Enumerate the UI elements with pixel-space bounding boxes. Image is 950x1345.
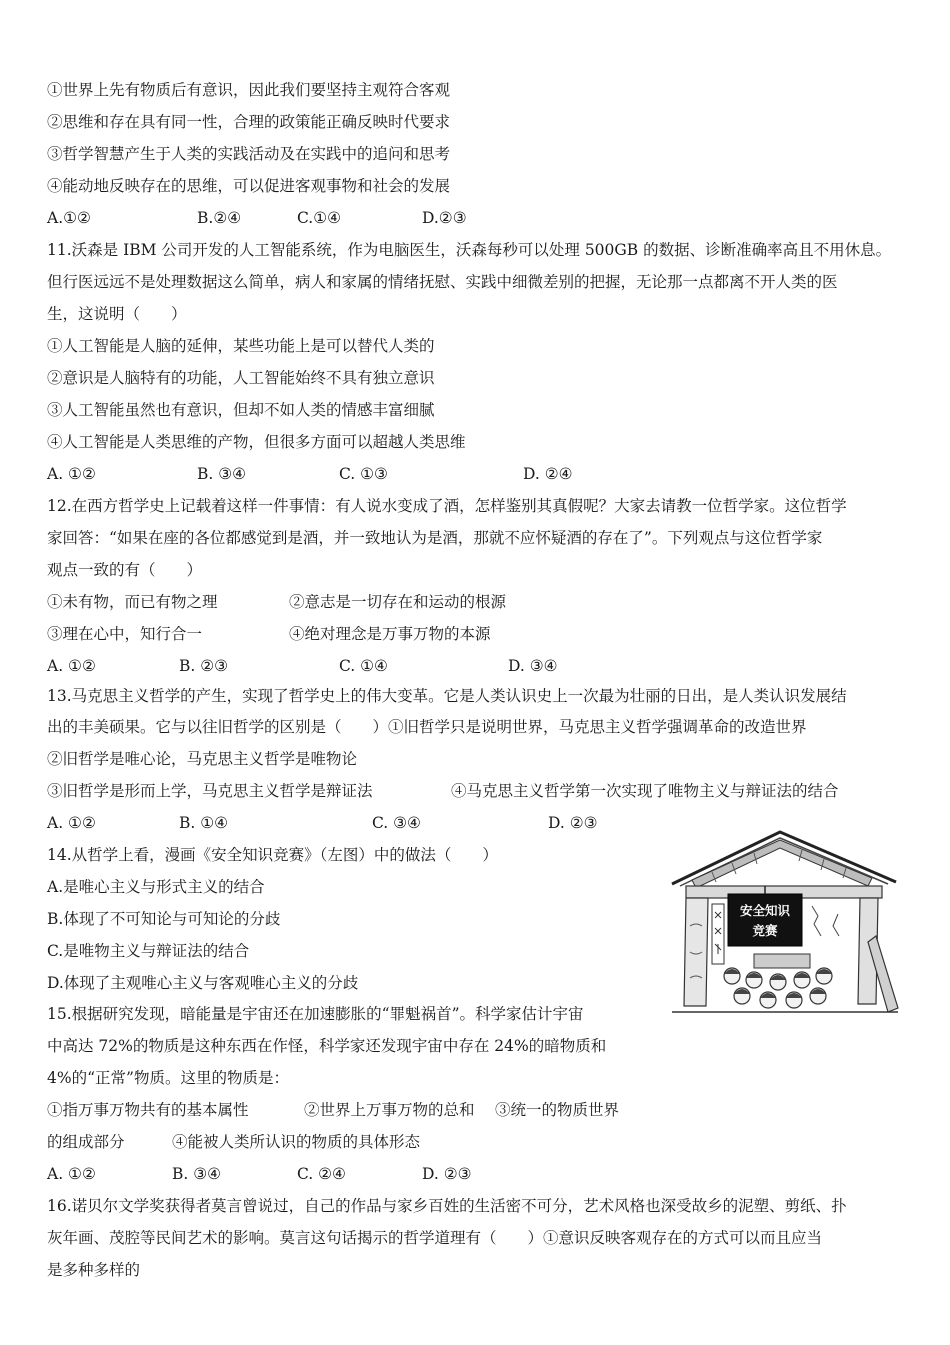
statement-4: ④能动地反映存在的思维，可以促进客观事物和社会的发展 <box>47 177 451 195</box>
q14-option-a: A.是唯心主义与形式主义的结合 <box>47 878 265 896</box>
q12-stem: 12.在西方哲学史上记载着这样一件事情：有人说水变成了酒，怎样鉴别其真假呢？大家去请教一位哲学家。这位哲学 <box>47 497 847 515</box>
q11-stem: 但行医远远不是处理数据这么简单，病人和家属的情绪抚慰、实践中细微差别的把握，无论那一点都离不开人类的医 <box>47 273 838 291</box>
q11-statement: ②意识是人脑特有的功能，人工智能始终不具有独立意识 <box>47 369 435 387</box>
q15-stem: 15.根据研究发现，暗能量是宇宙还在加速膨胀的“罪魁祸首”。科学家估计宇宙 <box>47 1005 584 1023</box>
statement-2: ②思维和存在具有同一性，合理的政策能正确反映时代要求 <box>47 113 451 131</box>
q12-statement: ④绝对理念是万事万物的本源 <box>289 625 491 643</box>
answer-option: D.②③ <box>422 209 467 227</box>
q11-stem: 生，这说明（ ） <box>47 305 187 323</box>
q14-stem: 14.从哲学上看，漫画《安全知识竞赛》（左图）中的做法（ ） <box>47 846 498 864</box>
q12-statement: ②意志是一切存在和运动的根源 <box>289 593 507 611</box>
answer-option: C. ③④ <box>372 814 421 832</box>
q15-stem: 4%的“正常”物质。这里的物质是： <box>47 1069 289 1087</box>
q14-option-b: B.体现了不可知论与可知论的分歧 <box>47 910 281 928</box>
answer-option: C. ②④ <box>297 1165 346 1183</box>
q13-statement: ④马克思主义哲学第一次实现了唯物主义与辩证法的结合 <box>451 782 839 800</box>
q11-statement: ①人工智能是人脑的延伸，某些功能上是可以替代人类的 <box>47 337 435 355</box>
q13-stem: 13.马克思主义哲学的产生，实现了哲学史上的伟大变革。它是人类认识史上一次最为壮丽的日出，是人类认识发展结 <box>47 687 847 705</box>
q16-stem: 灰年画、茂腔等民间艺术的影响。莫言这句话揭示的哲学道理有（ ）①意识反映客观存在的方式可以而且应当 <box>47 1229 823 1247</box>
answer-option: B.②④ <box>197 209 242 227</box>
answer-option: A. ①② <box>47 1165 96 1183</box>
answer-option: A.①② <box>47 209 91 227</box>
answer-option: C. ①③ <box>339 465 388 483</box>
answer-option: A. ①② <box>47 814 96 832</box>
q12-stem: 观点一致的有（ ） <box>47 561 203 579</box>
answer-option: C. ①④ <box>339 657 388 675</box>
q15-statement: ②世界上万事万物的总和 <box>304 1101 475 1119</box>
safety-contest-cartoon <box>662 826 906 1018</box>
q13-statement: ②旧哲学是唯心论，马克思主义哲学是唯物论 <box>47 750 358 768</box>
sign-title-line1: 安全知识 <box>739 903 791 918</box>
q15-stem: 中高达 72%的物质是这种东西在作怪，科学家还发现宇宙中存在 24%的暗物质和 <box>47 1037 607 1055</box>
q16-stem: 16.诺贝尔文学奖获得者莫言曾说过，自己的作品与家乡百姓的生活密不可分，艺术风格也深受故乡的泥塑、剪纸、扑 <box>47 1197 847 1215</box>
q14-option-c: C.是唯物主义与辩证法的结合 <box>47 942 250 960</box>
statement-3: ③哲学智慧产生于人类的实践活动及在实践中的追问和思考 <box>47 145 451 163</box>
statement-1: ①世界上先有物质后有意识，因此我们要坚持主观符合客观 <box>47 81 451 99</box>
answer-option: D. ②③ <box>548 814 598 832</box>
q12-statement: ①未有物，而已有物之理 <box>47 593 218 611</box>
q14-option-d: D.体现了主观唯心主义与客观唯心主义的分歧 <box>47 974 359 992</box>
q12-statement: ③理在心中，知行合一 <box>47 625 203 643</box>
answer-option: D. ②④ <box>523 465 573 483</box>
sign-title-line2: 竞赛 <box>752 923 778 938</box>
q15-statement: ③统一的物质世界 <box>495 1101 620 1119</box>
answer-option: B. ①④ <box>179 814 229 832</box>
q15-statement: ①指万事万物共有的基本属性 <box>47 1101 249 1119</box>
answer-option: B. ②③ <box>179 657 229 675</box>
answer-option: C.①④ <box>297 209 342 227</box>
q12-stem: 家回答：“如果在座的各位都感觉到是酒，并一致地认为是酒，那就不应怀疑酒的存在了”。下列观点与这位哲学家 <box>47 529 823 547</box>
answer-option: A. ①② <box>47 657 96 675</box>
answer-option: D. ②③ <box>422 1165 472 1183</box>
q11-statement: ③人工智能虽然也有意识，但却不如人类的情感丰富细腻 <box>47 401 435 419</box>
q13-stem: 出的丰美硕果。它与以往旧哲学的区别是（ ）①旧哲学只是说明世界，马克思主义哲学强调革命的改造世界 <box>47 718 807 736</box>
answer-option: B. ③④ <box>172 1165 222 1183</box>
q11-statement: ④人工智能是人类思维的产物，但很多方面可以超越人类思维 <box>47 433 466 451</box>
answer-option: D. ③④ <box>508 657 558 675</box>
q15-statement: ④能被人类所认识的物质的具体形态 <box>172 1133 421 1151</box>
q16-stem: 是多种多样的 <box>47 1261 141 1279</box>
answer-option: A. ①② <box>47 465 96 483</box>
q13-statement: ③旧哲学是形而上学，马克思主义哲学是辩证法 <box>47 782 373 800</box>
q11-stem: 11.沃森是 IBM 公司开发的人工智能系统，作为电脑医生，沃森每秒可以处理 500GB 的数据、诊断准确率高且不用休息。 <box>47 241 892 259</box>
q15-statement: 的组成部分 <box>47 1133 125 1151</box>
answer-option: B. ③④ <box>197 465 247 483</box>
